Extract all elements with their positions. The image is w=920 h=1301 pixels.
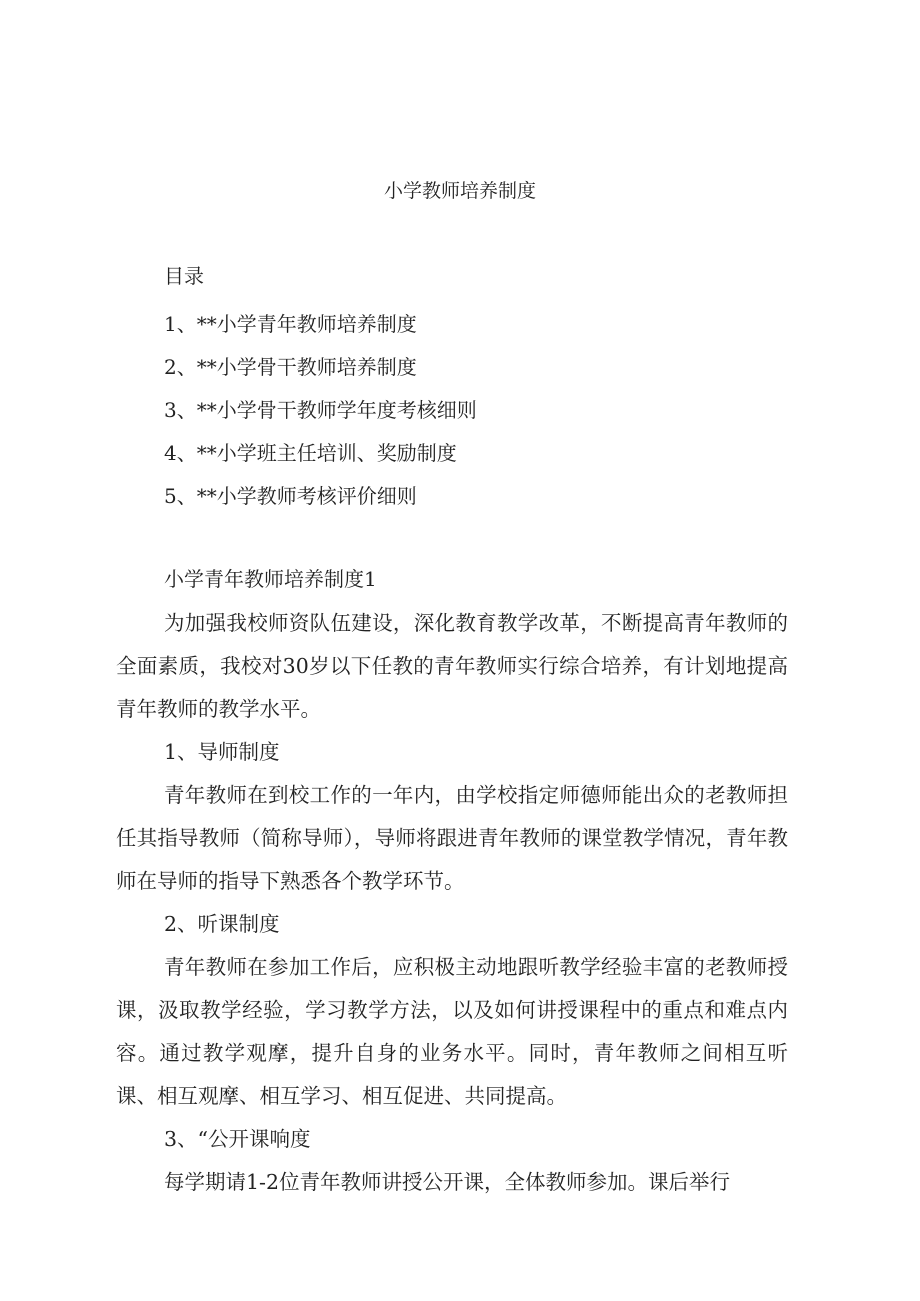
toc-heading: 目录 <box>164 264 204 288</box>
table-of-contents <box>164 303 477 518</box>
observation-paragraph: 青年教师在参加工作后，应积极主动地跟听教学经验丰富的老教师授课，汲取教学经验，学习教学方法，以及如何讲授课程中的重点和难点内容。通过教学观摩，提升自身的业务水平。同时，青年教师之间相互听课、相互观摩、相互学习、相互促进、共同提高。 <box>116 955 788 1108</box>
document-title: 小学教师培养制度 <box>383 180 536 202</box>
subsection-heading-open-class: 3、“公开课响度 <box>164 1127 311 1151</box>
intro-paragraph: 为加强我校师资队伍建设，深化教育教学改革，不断提高青年教师的全面素质，我校对30岁以下任教的青年教师实行综合培养，有计划地提高青年教师的教学水平。 <box>116 611 788 721</box>
toc-item: 4、**小学班主任培训、奖励制度 <box>164 441 457 465</box>
toc-item: 2、**小学骨干教师培养制度 <box>164 355 417 379</box>
toc-item: 1、**小学青年教师培养制度 <box>164 312 417 336</box>
section-body <box>116 602 788 1204</box>
toc-item: 5、**小学教师考核评价细则 <box>164 484 417 508</box>
toc-item: 3、**小学骨干教师学年度考核细则 <box>164 398 477 422</box>
subsection-heading-observation: 2、听课制度 <box>164 912 280 936</box>
subsection-heading-mentor: 1、导师制度 <box>164 740 280 764</box>
section-heading: 小学青年教师培养制度1 <box>164 567 377 591</box>
mentor-paragraph: 青年教师在到校工作的一年内，由学校指定师德师能出众的老教师担任其指导教师（简称导师），导师将跟进青年教师的课堂教学情况，青年教师在导师的指导下熟悉各个教学环节。 <box>116 783 788 893</box>
open-class-paragraph: 每学期请1-2位青年教师讲授公开课，全体教师参加。课后举行 <box>164 1170 731 1194</box>
